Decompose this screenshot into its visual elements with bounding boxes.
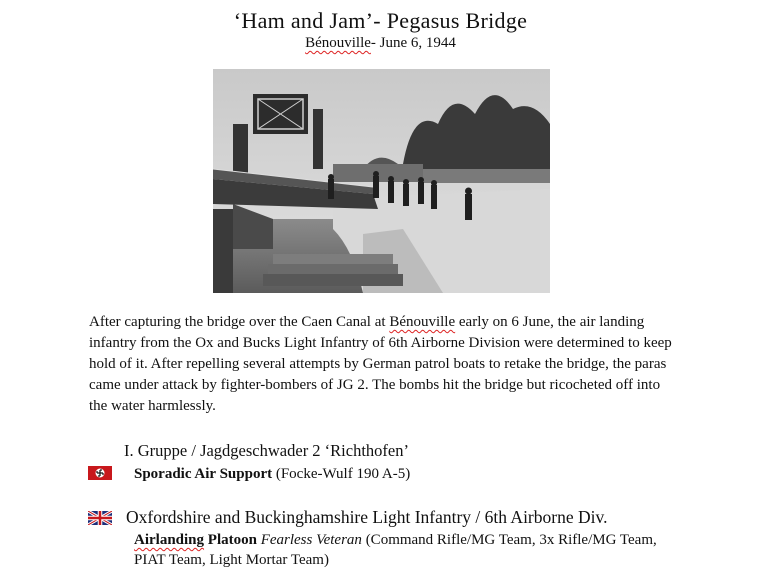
platoon-teams: (Command Rifle/MG Team, 3x Rifle/MG Team, PIAT Team, Light Mortar Team) [134,532,657,568]
german-flag-icon [88,466,112,485]
subtitle-place: Bénouville [305,35,371,51]
platoon-rating: Fearless Veteran [260,532,362,548]
german-support-name: Sporadic Air Support [134,466,273,482]
platoon-word-1: Airlanding [134,532,205,548]
narrative-text-1: After capturing the bridge over the Caen Canal at [89,314,390,330]
british-platoon-detail [134,530,674,570]
bridge-photo [213,69,550,293]
british-unit-title: Oxfordshire and Buckinghamshire Light Infantry / 6th Airborne Div. [126,507,608,527]
page-title: ‘Ham and Jam’- Pegasus Bridge [233,8,528,33]
german-unit-title: I. Gruppe / Jagdgeschwader 2 ‘Richthofen’ [124,441,409,460]
narrative-place: Bénouville [389,314,456,330]
narrative-paragraph [89,312,679,417]
subtitle-date: - June 6, 1944 [370,35,456,51]
german-support-detail: (Focke-Wulf 190 A-5) [272,466,411,482]
union-jack-icon [88,511,112,530]
platoon-word-2: Platoon [204,532,257,548]
page-subtitle [0,35,761,52]
bridge-photo-drawing [213,69,550,293]
narrative-text-2: early on 6 June, the air landing infantry from the Ox and Bucks Light Infantry of 6th Airborne Division were determined to keep hold of it. After repelling several attempts by German patrol boats to retake the bridge, the paras came under attack by fighter-bombers of JG 2. The bombs hit the bridge but ricocheted off into the water harmlessly. [89,314,672,414]
german-support-line [134,464,410,484]
